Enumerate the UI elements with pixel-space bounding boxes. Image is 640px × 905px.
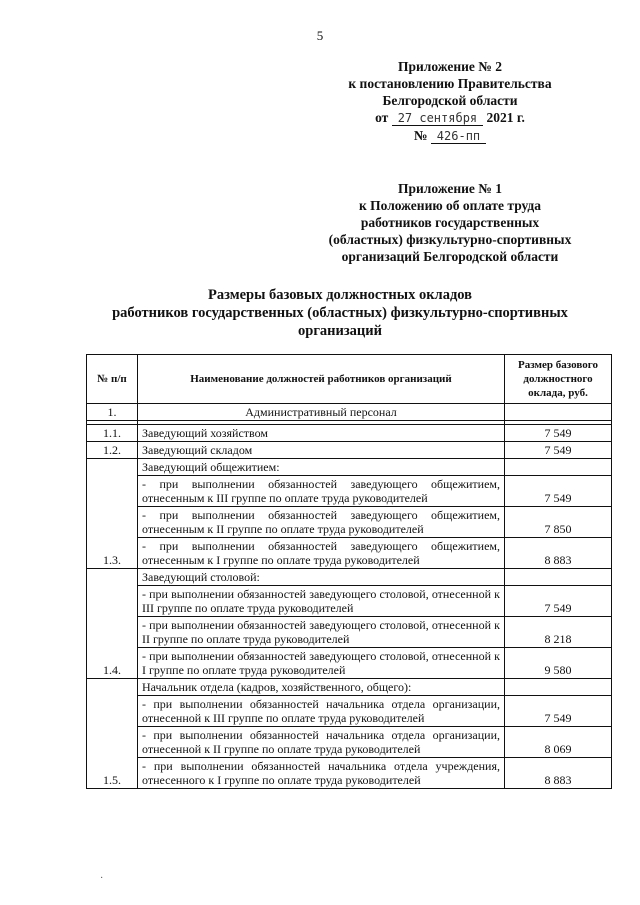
decree-number [300, 127, 600, 145]
table-subrow [87, 696, 612, 727]
row-amount [505, 679, 612, 696]
subrow-text: - при выполнении обязанностей начальника отдела организации, отнесенной к III группе по оплате труда руководителей [138, 696, 505, 727]
row-name: Заведующий общежитием: [138, 459, 505, 476]
title-line: Размеры базовых должностных окладов [207, 287, 472, 303]
subrow-text: - при выполнении обязанностей заведующего общежитием, отнесенным к III группе по оплате труда руководителей [138, 476, 505, 507]
header-number: № п/п [87, 355, 138, 404]
table-row [87, 442, 612, 459]
section-amount [505, 404, 612, 421]
subrow-text: - при выполнении обязанностей начальника отдела организации, отнесенной к II группе по оплате труда руководителей [138, 727, 505, 758]
row-number: 1.2. [87, 442, 138, 459]
appendix-1-line: организаций Белгородской области [341, 249, 559, 264]
row-name: Заведующий складом [138, 442, 505, 459]
row-amount: 7 549 [505, 442, 612, 459]
subrow-amount: 7 850 [505, 507, 612, 538]
table-row [87, 425, 612, 442]
row-amount [505, 459, 612, 476]
table-subrow [87, 507, 612, 538]
appendix-2-line: Белгородской области [382, 93, 518, 108]
row-name: Заведующий хозяйством [138, 425, 505, 442]
title-line: организаций [298, 323, 382, 339]
subrow-amount: 8 883 [505, 758, 612, 789]
subrow-text: - при выполнении обязанностей заведующего столовой, отнесенной к III группе по оплате труда руководителей [138, 586, 505, 617]
row-number: 1.3. [87, 459, 138, 569]
subrow-text: - при выполнении обязанностей заведующего общежитием, отнесенным к II группе по оплате труда руководителей [138, 507, 505, 538]
table-subrow [87, 538, 612, 569]
row-number: 1.5. [87, 679, 138, 789]
number-handwritten: 426-пп [431, 129, 486, 144]
table-subrow [87, 586, 612, 617]
appendix-2-title: Приложение № 2 [398, 59, 502, 74]
document-title [60, 286, 620, 340]
section-number: 1. [87, 404, 138, 421]
subrow-amount: 7 549 [505, 696, 612, 727]
table-subrow [87, 476, 612, 507]
table-subrow [87, 727, 612, 758]
table-row [87, 459, 612, 476]
date-handwritten: 27 сентября [392, 111, 483, 126]
appendix-1-line: работников государственных [360, 215, 540, 230]
title-line: работников государственных (областных) физкультурно-спортивных [112, 305, 568, 321]
appendix-1-title: Приложение № 1 [398, 181, 502, 196]
table-subrow [87, 758, 612, 789]
subrow-amount: 8 069 [505, 727, 612, 758]
subrow-text: - при выполнении обязанностей начальника отдела учреждения, отнесенного к I группе по оплате труда руководителей [138, 758, 505, 789]
salary-table [86, 354, 612, 789]
appendix-2-header [300, 58, 600, 145]
date-prefix: от [375, 110, 389, 125]
subrow-amount: 8 883 [505, 538, 612, 569]
row-name: Заведующий столовой: [138, 569, 505, 586]
decree-date [300, 109, 600, 127]
appendix-1-line: (областных) физкультурно-спортивных [328, 232, 572, 247]
header-name: Наименование должностей работников организаций [138, 355, 505, 404]
row-amount: 7 549 [505, 425, 612, 442]
table-subrow [87, 648, 612, 679]
row-name: Начальник отдела (кадров, хозяйственного, общего): [138, 679, 505, 696]
appendix-1-header [300, 180, 600, 265]
row-number: 1.1. [87, 425, 138, 442]
subrow-amount: 8 218 [505, 617, 612, 648]
appendix-2-line: к постановлению Правительства [348, 76, 552, 91]
table-row [87, 569, 612, 586]
table-header-row [87, 355, 612, 404]
date-suffix: 2021 г. [486, 110, 525, 125]
number-prefix: № [413, 128, 428, 143]
section-name: Административный персонал [138, 404, 505, 421]
subrow-text: - при выполнении обязанностей заведующего столовой, отнесенной к I группе по оплате труда руководителей [138, 648, 505, 679]
scan-mark: · [100, 873, 104, 884]
subrow-amount: 7 549 [505, 476, 612, 507]
table-row-section [87, 404, 612, 421]
subrow-amount: 9 580 [505, 648, 612, 679]
page-number: 5 [316, 28, 324, 43]
subrow-text: - при выполнении обязанностей заведующего столовой, отнесенной к II группе по оплате труда руководителей [138, 617, 505, 648]
header-amount: Размер базового должностного оклада, руб. [505, 355, 612, 404]
table-subrow [87, 617, 612, 648]
appendix-1-line: к Положению об оплате труда [358, 198, 542, 213]
table-row [87, 679, 612, 696]
subrow-text: - при выполнении обязанностей заведующего общежитием, отнесенным к I группе по оплате труда руководителей [138, 538, 505, 569]
row-amount [505, 569, 612, 586]
row-number: 1.4. [87, 569, 138, 679]
subrow-amount: 7 549 [505, 586, 612, 617]
